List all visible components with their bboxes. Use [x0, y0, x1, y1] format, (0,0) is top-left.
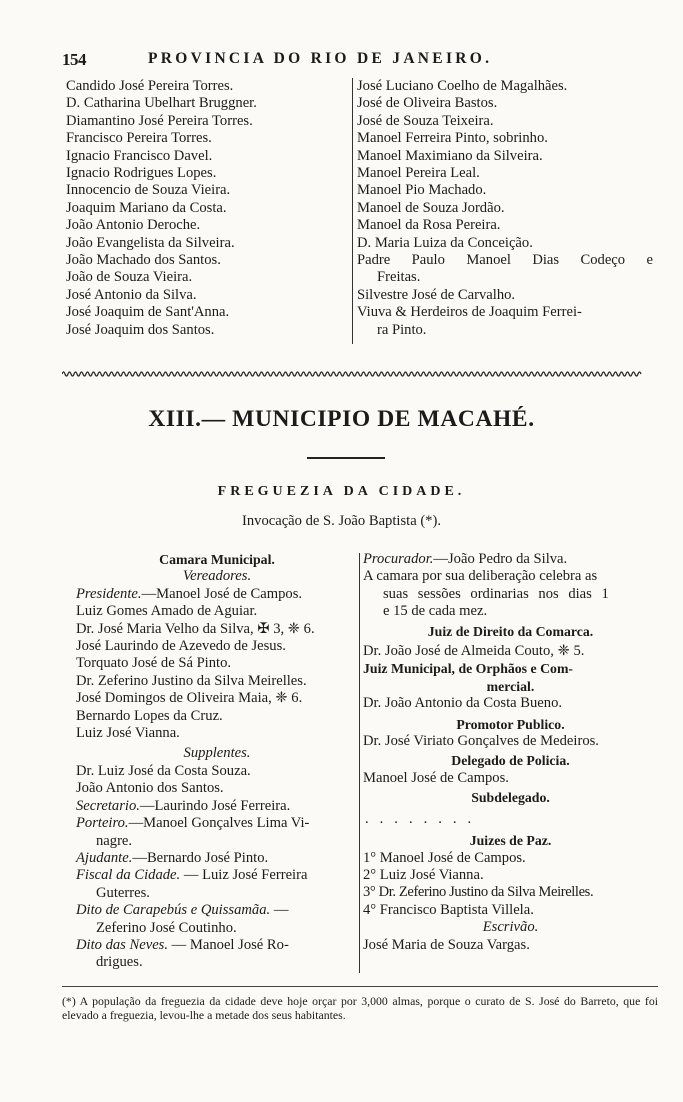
juiz-paz-item: 2° Luiz José Vianna. [363, 866, 484, 883]
procurador-line [363, 551, 658, 568]
running-title: PROVINCIA DO RIO DE JANEIRO. [148, 50, 493, 67]
list-item: Manoel Ferreira Pinto, sobrinho. [357, 130, 548, 147]
promotor-heading: Promotor Publico. [456, 716, 565, 732]
list-item: João Evangelista da Silveira. [66, 234, 235, 251]
presidente-label: Presidente. [76, 585, 142, 602]
subdelegado-heading: Subdelegado. [471, 790, 550, 806]
list-item-silvestre: Silvestre José de Carvalho. [357, 286, 516, 303]
list-item: João de Souza Vieira. [66, 269, 193, 286]
list-item: Francisco Pereira Torres. [66, 130, 212, 147]
list-item: D. Catharina Ubelhart Bruggner. [66, 95, 257, 112]
page-number: 154 [62, 50, 86, 69]
list-item: José Luciano Coelho de Magalhães. [357, 78, 568, 94]
juiz-municipal-name: Dr. João Antonio da Costa Bueno. [363, 695, 563, 712]
list-item: José Joaquim de Sant'Anna. [66, 304, 230, 321]
juiz-municipal-heading-cont: mercial. [486, 678, 535, 694]
list-item: José de Souza Teixeira. [357, 112, 494, 129]
list-item: José Antonio da Silva. [66, 286, 197, 303]
neves-line-cont: drigues. [96, 954, 143, 971]
secretario-line [76, 798, 358, 815]
secretario-name: —Laurindo José Ferreira. [139, 797, 291, 814]
porteiro-line [76, 815, 358, 832]
vereador-item: Luiz Gomes Amado de Aguiar. [76, 603, 258, 620]
list-item-viuva: Viuva & Herdeiros de Joaquim Ferrei- [357, 304, 582, 321]
neves-name: — Manoel José Ro- [168, 936, 289, 953]
list-item: José Joaquim dos Santos. [66, 321, 215, 338]
vereador-item: Luiz José Vianna. [76, 725, 180, 742]
list-item-viuva-cont: ra Pinto. [377, 321, 427, 338]
top-list-left [66, 78, 350, 339]
neves-line [76, 937, 358, 954]
footnote: (*) A população da freguezia da cidade deve hoje orçar por 3,000 almas, porque o curato de S. José do Barreto, que foi elevado a freguezia, levou-lhe a metade dos seus habitantes. [62, 994, 658, 1022]
juiz-paz-item: 1° Manoel José de Campos. [363, 849, 526, 866]
ajudante-name: —Bernardo José Pinto. [132, 849, 269, 866]
juiz-direito-name: Dr. João José de Almeida Couto, ❈ 5. [363, 643, 585, 660]
vereador-item: Torquato José de Sá Pinto. [76, 655, 232, 672]
fiscal-line [76, 867, 358, 884]
supplentes-heading: Supplentes. [183, 745, 251, 762]
porteiro-line-cont: nagre. [96, 832, 133, 849]
column-divider-top [352, 78, 353, 344]
officials-column [363, 551, 658, 954]
list-item: D. Maria Luiza da Conceição. [357, 234, 533, 251]
municipio-title: XIII.— MUNICIPIO DE MACAHÉ. [148, 406, 535, 432]
delegado-name: Manoel José de Campos. [363, 769, 509, 786]
juiz-direito-heading: Juiz de Direito da Comarca. [427, 623, 594, 639]
juiz-paz-item: 3° Dr. Zeferino Justino da Silva Meirelles. [363, 884, 594, 901]
escrivao-heading: Escrivão. [482, 919, 539, 936]
list-item: João Antonio Deroche. [66, 217, 201, 234]
list-item: Manoel Pio Machado. [357, 182, 487, 199]
vereadores-heading: Vereadores. [182, 568, 252, 585]
juizes-paz-heading: Juizes de Paz. [469, 833, 552, 849]
subdelegado-dots: ........ [365, 810, 483, 827]
list-item: José de Oliveira Bastos. [357, 95, 498, 112]
list-item: Ignacio Rodrigues Lopes. [66, 165, 217, 182]
list-item: Candido José Pereira Torres. [66, 78, 234, 94]
list-item: Ignacio Francisco Davel. [66, 147, 213, 164]
ajudante-line [76, 850, 358, 867]
procurador-label: Procurador. [363, 551, 434, 567]
delegado-heading: Delegado de Policia. [451, 753, 570, 769]
list-item-padre-cont: Freitas. [377, 269, 421, 286]
carapebus-label: Dito de Carapebús e Quissamãa. [76, 902, 271, 919]
page-header [62, 46, 662, 72]
top-list-right [357, 78, 653, 339]
fiscal-name: — Luiz José Ferreira [180, 867, 308, 884]
promotor-name: Dr. José Viriato Gonçalves de Medeiros. [363, 733, 599, 750]
procurador-name: —João Pedro da Silva. [433, 551, 568, 567]
fiscal-line-cont: Guterres. [96, 884, 150, 901]
supplente-item: João Antonio dos Santos. [76, 780, 224, 797]
supplente-item: Dr. Luiz José da Costa Souza. [76, 762, 251, 779]
juiz-municipal-heading: Juiz Municipal, de Orphãos e Com- [363, 661, 574, 677]
secretario-label: Secretario. [76, 797, 140, 814]
carapebus-dash: — [270, 902, 289, 919]
footnote-rule [62, 986, 658, 987]
camara-heading: Camara Municipal. [159, 552, 275, 567]
juiz-paz-item: 4° Francisco Baptista Villela. [363, 901, 534, 918]
vereador-item: Dr. Zeferino Justino da Silva Meirelles. [76, 672, 307, 689]
camara-column [76, 551, 358, 972]
vereador-item: Dr. José Maria Velho da Silva, ✠ 3, ❈ 6. [76, 620, 315, 637]
sessoes-line: A camara por sua deliberação celebra as [363, 568, 598, 585]
ornamental-wavy-rule [62, 370, 642, 378]
presidente-line [76, 586, 358, 603]
title-underline [307, 457, 385, 459]
neves-label: Dito das Neves. [76, 936, 169, 953]
sessoes-line: suas sessões ordinarias nos dias 1 [383, 585, 609, 602]
list-item: Manoel Maximiano da Silveira. [357, 147, 543, 164]
porteiro-label: Porteiro. [76, 815, 129, 832]
fiscal-label: Fiscal da Cidade. [76, 867, 181, 884]
list-item: Joaquim Mariano da Costa. [66, 199, 227, 216]
ajudante-label: Ajudante. [76, 849, 133, 866]
list-item: Diamantino José Pereira Torres. [66, 112, 253, 129]
carapebus-line [76, 902, 358, 919]
list-item: Manoel da Rosa Pereira. [357, 217, 501, 234]
list-item: João Machado dos Santos. [66, 252, 221, 269]
column-divider-bottom [359, 553, 360, 973]
carapebus-line-cont: Zeferino José Coutinho. [96, 919, 237, 936]
vereador-item: José Domingos de Oliveira Maia, ❈ 6. [76, 690, 303, 707]
list-item: Manoel Pereira Leal. [357, 165, 480, 182]
vereador-item: José Laurindo de Azevedo de Jesus. [76, 638, 286, 655]
escrivao-name: José Maria de Souza Vargas. [363, 936, 530, 953]
presidente-name: —Manoel José de Campos. [141, 585, 303, 602]
porteiro-name: —Manoel Gonçalves Lima Vi- [128, 815, 310, 832]
list-item: Innocencio de Souza Vieira. [66, 182, 231, 199]
freguezia-heading: FREGUEZIA DA CIDADE. [217, 484, 466, 499]
list-item-padre: Padre Paulo Manoel Dias Codeço e [357, 252, 653, 269]
list-item: Manoel de Souza Jordão. [357, 199, 505, 216]
vereador-item: Bernardo Lopes da Cruz. [76, 707, 223, 724]
sessoes-line: e 15 de cada mez. [383, 603, 488, 620]
invocacao-line: Invocação de S. João Baptista (*). [242, 513, 441, 529]
